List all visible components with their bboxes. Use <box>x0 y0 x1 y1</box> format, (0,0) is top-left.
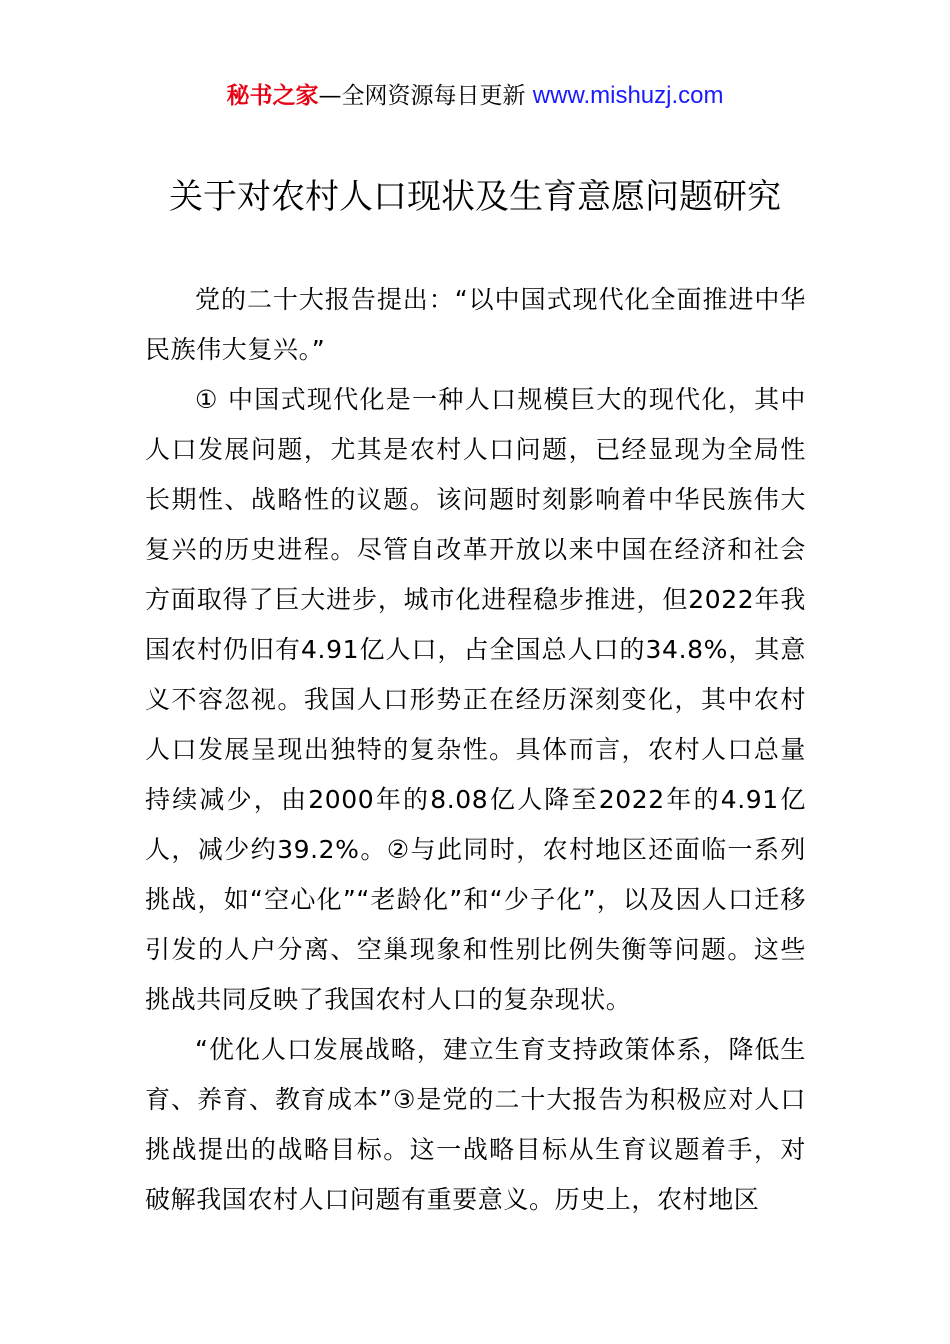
paragraph-2: ① 中国式现代化是一种人口规模巨大的现代化，其中人口发展问题，尤其是农村人口问题，已经显现为全局性长期性、战略性的议题。该问题时刻影响着中华民族伟大复兴的历史进程。尽管自改革开放以来中国在经济和社会方面取得了巨大进步，城市化进程稳步推进，但2022年我国农村仍旧有4.91亿人口，占全国总人口的34.8%，其意义不容忽视。我国人口形势正在经历深刻变化，其中农村人口发展呈现出独特的复杂性。具体而言，农村人口总量持续减少，由2000年的8.08亿人降至2022年的4.91亿人，减少约39.2%。②与此同时，农村地区还面临一系列挑战，如“空心化”“老龄化”和“少子化”，以及因人口迁移引发的人户分离、空巢现象和性别比例失衡等问题。这些挑战共同反映了我国农村人口的复杂现状。 <box>145 385 806 1014</box>
site-header <box>0 78 950 114</box>
site-brand: 秘书之家 <box>226 83 319 109</box>
document-title: 关于对农村人口现状及生育意愿问题研究 <box>169 177 781 217</box>
paragraph-3: “优化人口发展战略，建立生育支持政策体系，降低生育、养育、教育成本”③是党的二十大报告为积极应对人口挑战提出的战略目标。这一战略目标从生育议题着手，对破解我国农村人口问题有重要意义。历史上，农村地区 <box>145 1035 806 1214</box>
paragraph-1: 党的二十大报告提出：“以中国式现代化全面推进中华民族伟大复兴。” <box>145 285 806 364</box>
site-tagline: —全网资源每日更新 <box>318 83 533 109</box>
site-url-link[interactable]: www.mishuzj.com <box>532 82 724 109</box>
document-body <box>145 275 806 1225</box>
